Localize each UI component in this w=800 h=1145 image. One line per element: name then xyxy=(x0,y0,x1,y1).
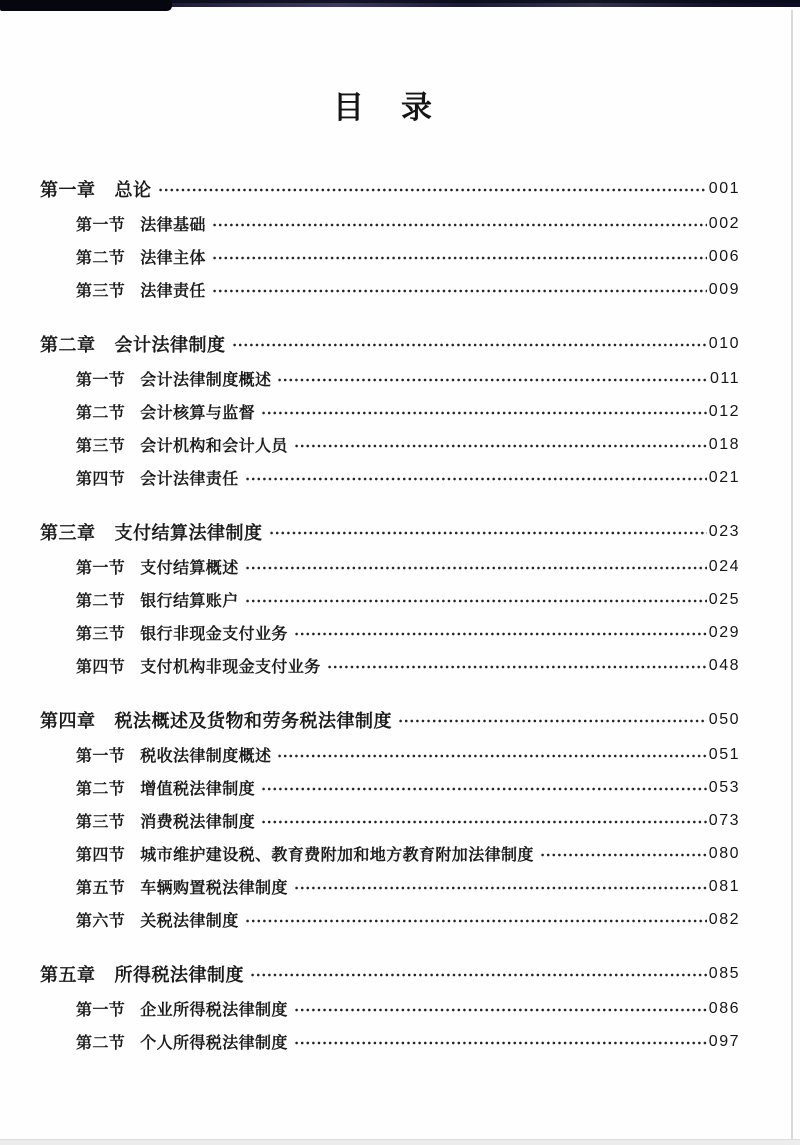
dot-leader xyxy=(269,530,707,536)
section-title: 个人所得税法律制度 xyxy=(140,1035,288,1052)
chapter-page-number: 001 xyxy=(708,180,740,197)
section-number-label: 第二节 xyxy=(76,781,126,798)
page-title: 目 录 xyxy=(333,90,435,125)
toc-section-row xyxy=(40,395,740,428)
section-number-label: 第四节 xyxy=(76,847,126,864)
section-page-number: 006 xyxy=(708,247,740,265)
section-page-number: 002 xyxy=(708,214,740,232)
section-title: 会计法律责任 xyxy=(140,471,239,488)
chapter-number-label: 第五章 xyxy=(40,965,96,985)
dot-leader xyxy=(294,631,707,637)
toc-section-row xyxy=(40,240,740,273)
section-title: 企业所得税法律制度 xyxy=(140,1002,288,1019)
section-number-label: 第六节 xyxy=(76,913,126,930)
chapter-page-number: 050 xyxy=(708,711,740,728)
toc-section-row xyxy=(40,771,740,804)
chapter-title: 会计法律制度 xyxy=(114,335,226,355)
toc-section-row xyxy=(40,992,740,1025)
section-title: 会计核算与监督 xyxy=(140,405,256,422)
toc-section-row xyxy=(40,428,740,461)
dot-leader xyxy=(245,476,707,482)
toc-section-row xyxy=(40,207,740,240)
chapter-title: 所得税法律制度 xyxy=(114,965,244,985)
section-number-label: 第一节 xyxy=(76,217,126,234)
dot-leader xyxy=(294,443,707,449)
dot-leader xyxy=(232,342,707,348)
toc-section-row xyxy=(40,583,740,616)
section-title: 车辆购置税法律制度 xyxy=(140,880,288,897)
section-page-number: 081 xyxy=(708,877,740,895)
chapter-title: 支付结算法律制度 xyxy=(114,523,263,543)
toc-section-row xyxy=(40,738,740,771)
section-page-number: 080 xyxy=(708,844,740,862)
dot-leader xyxy=(158,187,707,193)
section-page-number: 073 xyxy=(708,811,740,829)
section-title: 城市维护建设税、教育费附加和地方教育附加法律制度 xyxy=(140,847,534,864)
toc-chapter-row xyxy=(40,326,740,362)
section-title: 关税法律制度 xyxy=(140,913,239,930)
section-number-label: 第四节 xyxy=(76,471,126,488)
chapter-number-label: 第一章 xyxy=(40,180,96,200)
section-number-label: 第四节 xyxy=(76,659,126,676)
section-page-number: 009 xyxy=(708,280,740,298)
scan-artifact-right-edge xyxy=(791,10,793,1145)
section-number-label: 第三节 xyxy=(76,814,126,831)
scan-artifact-top-band xyxy=(0,0,800,7)
toc-chapter-row xyxy=(40,171,740,207)
section-number-label: 第一节 xyxy=(76,748,126,765)
chapter-page-number: 085 xyxy=(708,965,740,982)
section-number-label: 第三节 xyxy=(76,283,126,300)
toc-section-row xyxy=(40,804,740,837)
toc-chapter-row xyxy=(40,702,740,738)
dot-leader xyxy=(245,918,707,924)
toc-section-row xyxy=(40,616,740,649)
section-page-number: 097 xyxy=(708,1032,740,1050)
section-title: 银行结算账户 xyxy=(140,593,239,610)
chapter-number-label: 第四章 xyxy=(40,711,96,731)
section-page-number: 021 xyxy=(708,468,740,486)
section-page-number: 029 xyxy=(708,623,740,641)
toc-list xyxy=(40,171,740,1058)
section-title: 法律责任 xyxy=(140,283,206,300)
toc-section-row xyxy=(40,273,740,306)
dot-leader xyxy=(294,885,707,891)
section-title: 法律主体 xyxy=(140,250,206,267)
chapter-number-label: 第二章 xyxy=(40,335,96,355)
chapter-number-label: 第三章 xyxy=(40,523,96,543)
dot-leader xyxy=(261,410,707,416)
section-number-label: 第三节 xyxy=(76,626,126,643)
dot-leader xyxy=(212,222,707,228)
toc-section-row xyxy=(40,837,740,870)
dot-leader xyxy=(327,664,707,670)
section-page-number: 048 xyxy=(708,656,740,674)
section-number-label: 第二节 xyxy=(76,593,126,610)
section-number-label: 第一节 xyxy=(76,560,126,577)
toc-chapter-row xyxy=(40,956,740,992)
section-number-label: 第一节 xyxy=(76,1002,126,1019)
section-title: 银行非现金支付业务 xyxy=(140,626,288,643)
dot-leader xyxy=(250,972,707,978)
dot-leader xyxy=(245,565,707,571)
section-title: 支付机构非现金支付业务 xyxy=(140,659,321,676)
toc-section-row xyxy=(40,550,740,583)
section-page-number: 025 xyxy=(708,590,740,608)
dot-leader xyxy=(212,255,707,261)
dot-leader xyxy=(261,819,707,825)
dot-leader xyxy=(212,288,707,294)
section-number-label: 第二节 xyxy=(76,1035,126,1052)
section-page-number: 082 xyxy=(708,910,740,928)
toc-section-row xyxy=(40,362,740,395)
toc-section-row xyxy=(40,903,740,936)
dot-leader xyxy=(398,718,707,724)
section-title: 税收法律制度概述 xyxy=(140,748,272,765)
section-page-number: 024 xyxy=(708,557,740,575)
dot-leader xyxy=(277,753,706,759)
section-title: 增值税法律制度 xyxy=(140,781,256,798)
chapter-title: 总论 xyxy=(114,180,152,200)
dot-leader xyxy=(277,377,708,383)
section-page-number: 018 xyxy=(708,435,740,453)
section-number-label: 第三节 xyxy=(76,438,126,455)
dot-leader xyxy=(261,786,707,792)
section-number-label: 第二节 xyxy=(76,405,126,422)
section-page-number: 053 xyxy=(708,778,740,796)
chapter-page-number: 010 xyxy=(708,335,740,352)
toc-chapter-row xyxy=(40,514,740,550)
dot-leader xyxy=(245,598,707,604)
toc-section-row xyxy=(40,461,740,494)
section-page-number: 011 xyxy=(709,369,740,387)
toc-section-row xyxy=(40,1025,740,1058)
section-number-label: 第五节 xyxy=(76,880,126,897)
section-title: 支付结算概述 xyxy=(140,560,239,577)
dot-leader xyxy=(540,852,707,858)
section-number-label: 第一节 xyxy=(76,372,126,389)
toc-section-row xyxy=(40,870,740,903)
scan-artifact-bottom-band xyxy=(0,1139,800,1145)
section-title: 法律基础 xyxy=(140,217,206,234)
section-page-number: 051 xyxy=(708,745,740,763)
section-title: 消费税法律制度 xyxy=(140,814,256,831)
toc-section-row xyxy=(40,649,740,682)
dot-leader xyxy=(294,1007,707,1013)
section-page-number: 086 xyxy=(708,999,740,1017)
dot-leader xyxy=(294,1040,707,1046)
section-title: 会计机构和会计人员 xyxy=(140,438,288,455)
section-title: 会计法律制度概述 xyxy=(140,372,272,389)
chapter-page-number: 023 xyxy=(708,523,740,540)
section-number-label: 第二节 xyxy=(76,250,126,267)
section-page-number: 012 xyxy=(708,402,740,420)
chapter-title: 税法概述及货物和劳务税法律制度 xyxy=(114,711,392,731)
